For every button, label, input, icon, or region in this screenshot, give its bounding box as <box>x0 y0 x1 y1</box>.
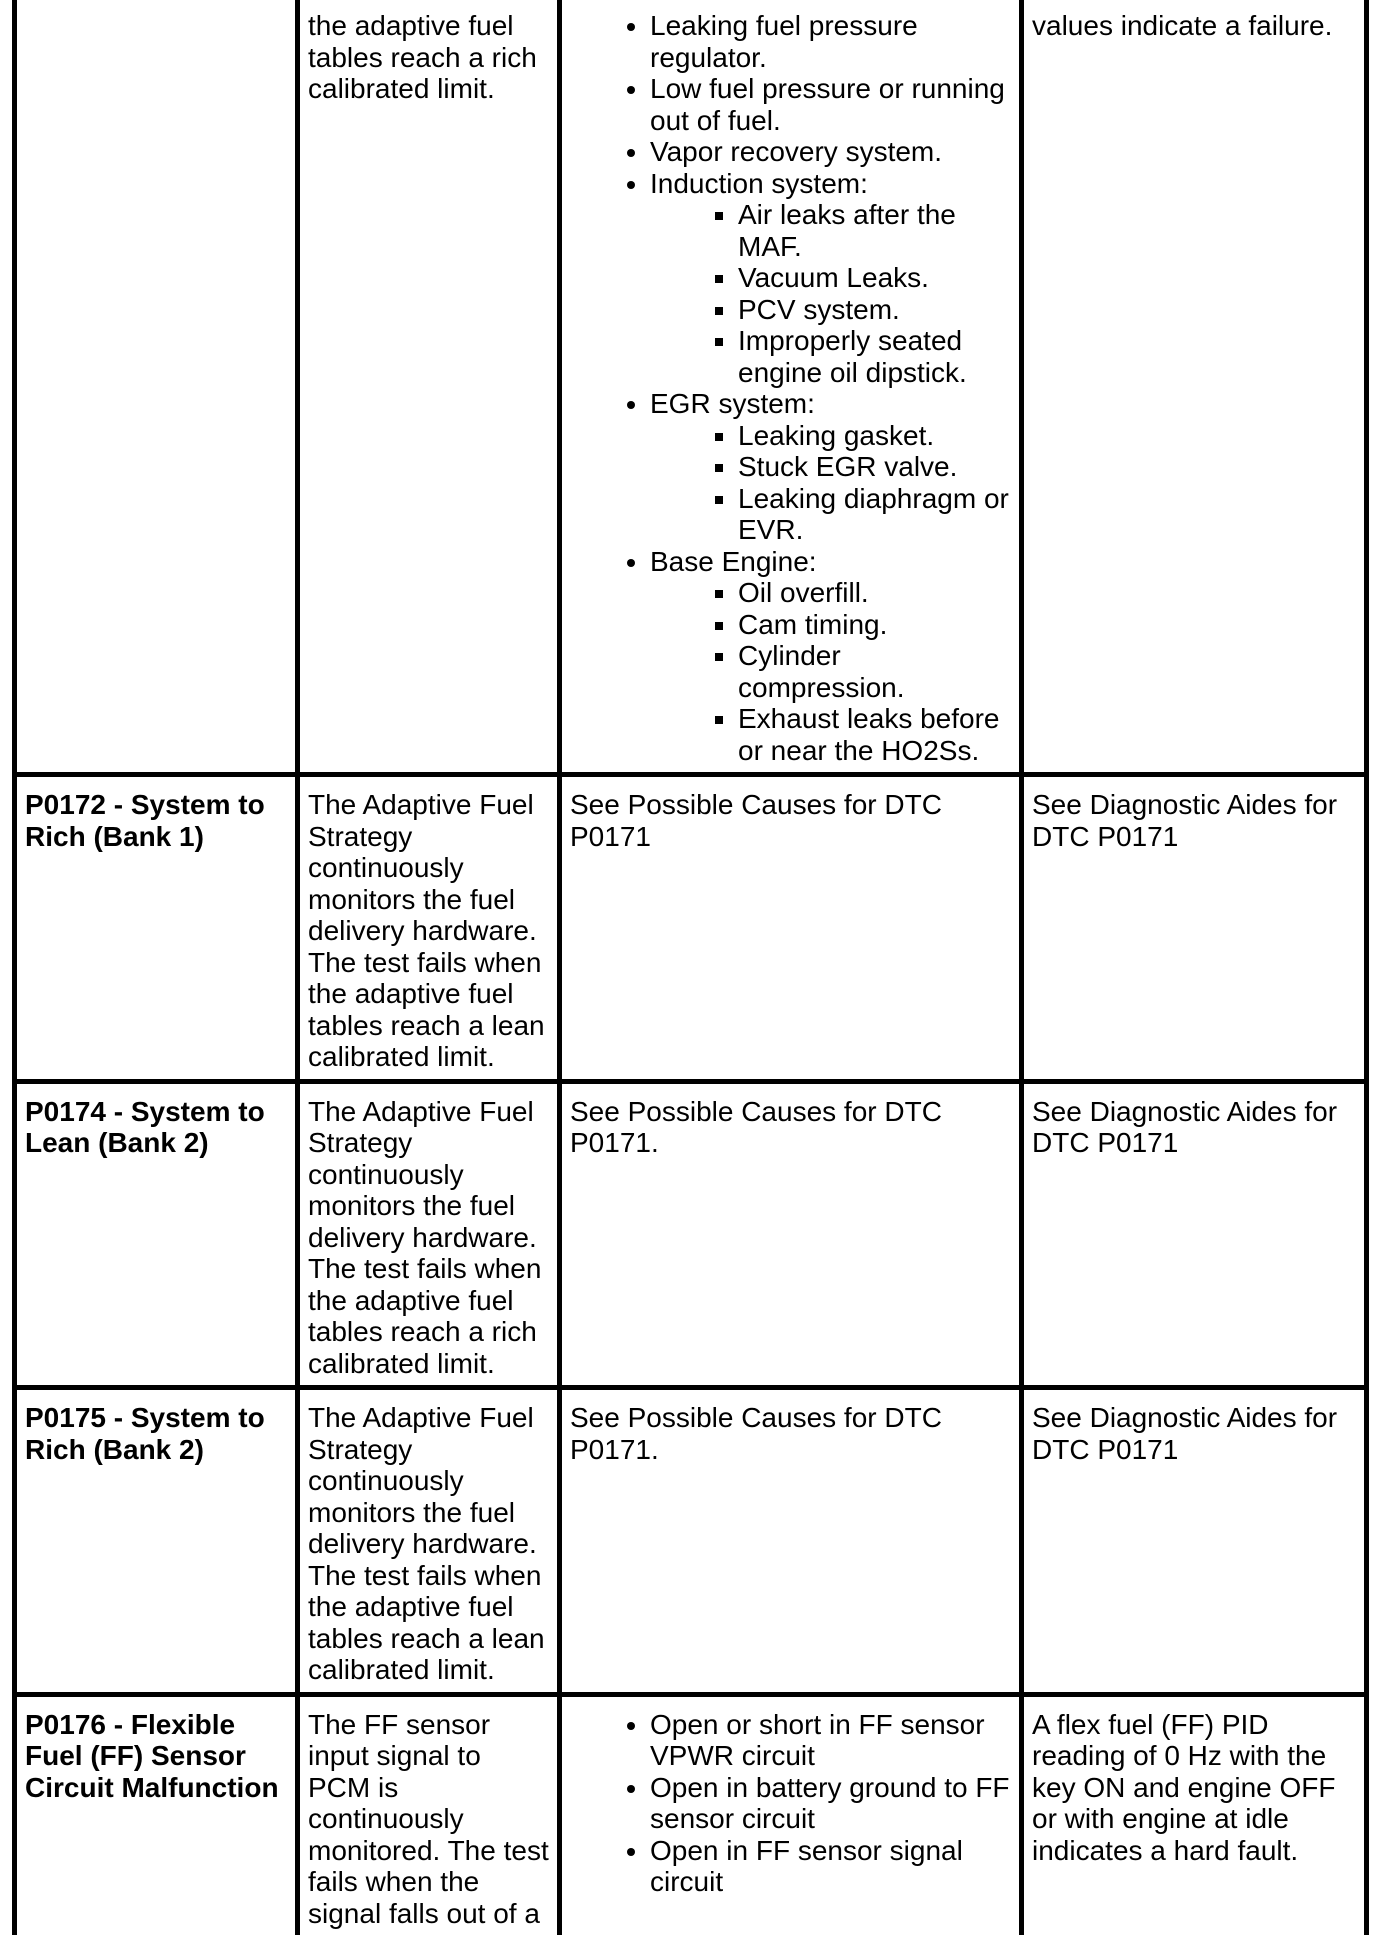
table-row <box>15 0 1367 775</box>
list-item: • Vapor recovery system. <box>650 136 1011 168</box>
table-row <box>15 1388 1367 1695</box>
sub-list-item: ▪ Leaking diaphragm or EVR. <box>738 483 1011 546</box>
diagnostic-aides-cell: See Diagnostic Aides for DTC P0171 <box>1022 775 1367 1082</box>
list-item <box>650 168 1011 389</box>
sub-list-item: ▪ Cylinder compression. <box>738 640 1011 703</box>
sub-list <box>650 199 1011 388</box>
sub-list-item: ▪ PCV system. <box>738 294 1011 326</box>
list-item-label: EGR system: <box>650 388 815 419</box>
diagnostic-aides-cell: A flex fuel (FF) PID reading of 0 Hz with the key ON and engine OFF or with engine at idle indicates a hard fault. <box>1022 1694 1367 1935</box>
possible-causes-cell <box>560 1694 1022 1935</box>
sub-list-item: ▪ Exhaust leaks before or near the HO2Ss. <box>738 703 1011 766</box>
sub-list <box>650 420 1011 546</box>
monitor-strategy-cell: The Adaptive Fuel Strategy continuously monitors the fuel delivery hardware. The test fails when the adaptive fuel tables reach a lean calibrated limit. <box>298 1388 560 1695</box>
possible-causes-list <box>570 10 1011 766</box>
possible-causes-cell: See Possible Causes for DTC P0171 <box>560 775 1022 1082</box>
table-row <box>15 1081 1367 1388</box>
list-item-label: Induction system: <box>650 167 868 199</box>
dtc-code-cell <box>15 0 298 775</box>
table-row <box>15 1694 1367 1935</box>
list-item-label: Base Engine: <box>650 545 817 577</box>
diagnostic-aides-cell: See Diagnostic Aides for DTC P0171 <box>1022 1388 1367 1695</box>
dtc-code-cell: P0175 - System to Rich (Bank 2) <box>15 1388 298 1695</box>
diagnostic-aides-cell: See Diagnostic Aides for DTC P0171 <box>1022 1081 1367 1388</box>
sub-list-item: ▪ Air leaks after the MAF. <box>738 199 1011 262</box>
possible-causes-list <box>570 1709 1011 1898</box>
sub-list-item: ▪ Vacuum Leaks. <box>738 262 1011 294</box>
list-item: • Open in battery ground to FF sensor circuit <box>650 1772 1011 1835</box>
monitor-strategy-cell: the adaptive fuel tables reach a rich calibrated limit. <box>298 0 560 775</box>
possible-causes-cell <box>560 0 1022 775</box>
sub-list-item: ▪ Stuck EGR valve. <box>738 451 1011 483</box>
list-item: • Open in FF sensor signal circuit <box>650 1835 1011 1898</box>
dtc-code-cell: P0176 - Flexible Fuel (FF) Sensor Circuit Malfunction <box>15 1694 298 1935</box>
dtc-code-cell: P0172 - System to Rich (Bank 1) <box>15 775 298 1082</box>
possible-causes-cell: See Possible Causes for DTC P0171. <box>560 1081 1022 1388</box>
dtc-table <box>12 0 1369 1935</box>
possible-causes-cell: See Possible Causes for DTC P0171. <box>560 1388 1022 1695</box>
list-item: • Low fuel pressure or running out of fuel. <box>650 73 1011 136</box>
sub-list-item: ▪ Leaking gasket. <box>738 420 1011 452</box>
monitor-strategy-cell: The FF sensor input signal to PCM is continuously monitored. The test fails when the signal falls out of a <box>298 1694 560 1935</box>
list-item: • Leaking fuel pressure regulator. <box>650 10 1011 73</box>
monitor-strategy-cell: The Adaptive Fuel Strategy continuously monitors the fuel delivery hardware. The test fails when the adaptive fuel tables reach a rich calibrated limit. <box>298 1081 560 1388</box>
sub-list-item: ▪ Cam timing. <box>738 609 1011 641</box>
sub-list-item: ▪ Oil overfill. <box>738 577 1011 609</box>
list-item <box>650 546 1011 767</box>
diagnostic-aides-cell: values indicate a failure. <box>1022 0 1367 775</box>
sub-list <box>650 577 1011 766</box>
list-item <box>650 388 1011 546</box>
sub-list-item: ▪ Improperly seated engine oil dipstick. <box>738 325 1011 388</box>
table-row <box>15 775 1367 1082</box>
dtc-code-cell: P0174 - System to Lean (Bank 2) <box>15 1081 298 1388</box>
monitor-strategy-cell: The Adaptive Fuel Strategy continuously monitors the fuel delivery hardware. The test fails when the adaptive fuel tables reach a lean calibrated limit. <box>298 775 560 1082</box>
list-item: • Open or short in FF sensor VPWR circuit <box>650 1709 1011 1772</box>
